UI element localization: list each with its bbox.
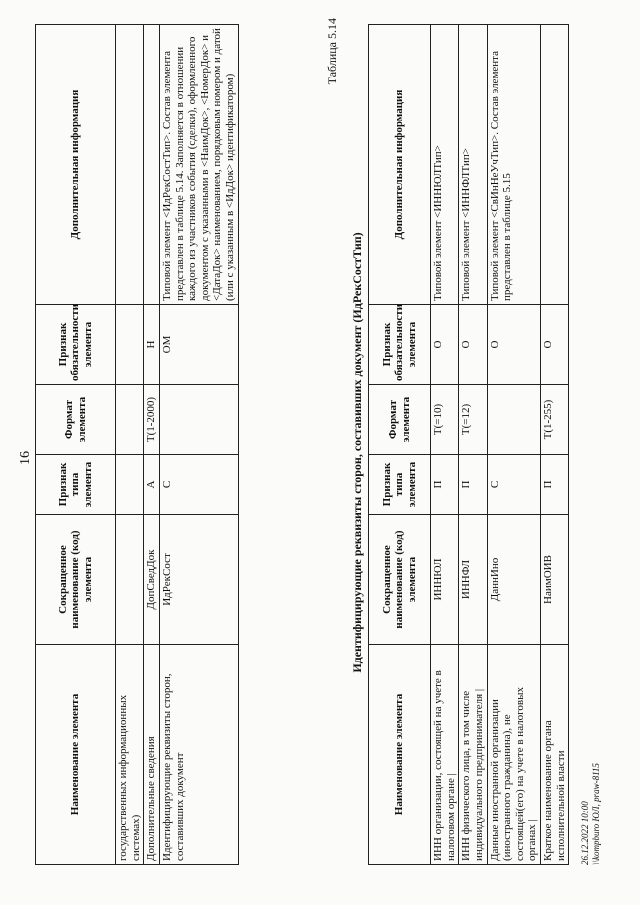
col-header-type: Признак типа элемента	[369, 455, 431, 515]
cell-code: НаимОИВ	[541, 515, 569, 645]
cell-format: Т(1-2000)	[144, 385, 160, 455]
cell-required: О	[487, 305, 541, 385]
cell-name: ИНН организации, состоящей на учете в налоговом органе |	[431, 645, 459, 865]
col-header-info: Дополнительная информация	[369, 25, 431, 305]
cell-type: С	[159, 455, 238, 515]
cell-info: Типовой элемент <ИдРекСостТип>. Состав элемента представлен в таблице 5.14. Заполняется в отношении каждого из участников события (сделки), оформленного документом с указанными в <НаимДок>, <НомерДок> и <ДатаДок> наименованием, порядковым номером и датой (или с указанным в <ИдДок> идентификатором)	[159, 25, 238, 305]
cell-name: Данные иностранной организации (иностранного гражданина), не состоящей(его) на учете в налоговых органах |	[487, 645, 541, 865]
table-label: Таблица 5.14	[325, 18, 339, 85]
col-header-type: Признак типа элемента	[36, 455, 116, 515]
footer-date: 26.12.2022 10:00	[580, 801, 590, 865]
col-header-required: Признак обязательности элемента	[36, 305, 116, 385]
cell-info	[541, 25, 569, 305]
cell-code: ИдРекСост	[159, 515, 238, 645]
cell-code	[116, 515, 144, 645]
section-title: Идентифицирующие реквизиты сторон, составивших документ (ИдРекСостТип)	[350, 232, 364, 673]
cell-format: Т(=10)	[431, 385, 459, 455]
cell-name: ИНН физического лица, в том числе индивидуального предпринимателя |	[459, 645, 487, 865]
table-row	[144, 25, 160, 865]
cell-type: П	[541, 455, 569, 515]
cell-info: Типовой элемент <СвИнНеУчТип>. Состав элемента представлен в таблице 5.15	[487, 25, 541, 305]
cell-format: Т(=12)	[459, 385, 487, 455]
col-header-name: Наименование элемента	[36, 645, 116, 865]
col-header-code: Сокращенное наименование (код) элемента	[369, 515, 431, 645]
cell-info	[144, 25, 160, 305]
col-header-format: Формат элемента	[36, 385, 116, 455]
cell-code: ИННФЛ	[459, 515, 487, 645]
cell-type: А	[144, 455, 160, 515]
table-5-14	[368, 24, 569, 865]
table-row	[459, 25, 487, 865]
cell-type	[116, 455, 144, 515]
cell-format: Т(1-255)	[541, 385, 569, 455]
table-row	[159, 25, 238, 865]
col-header-name: Наименование элемента	[369, 645, 431, 865]
col-header-required: Признак обязательности элемента	[369, 305, 431, 385]
cell-name: Идентифицирующие реквизиты сторон, составивших документ	[159, 645, 238, 865]
table-row	[487, 25, 541, 865]
table-continuation	[35, 24, 239, 865]
cell-format	[159, 385, 238, 455]
cell-name: Краткое наименование органа исполнительной власти	[541, 645, 569, 865]
cell-type: П	[459, 455, 487, 515]
cell-format	[116, 385, 144, 455]
cell-info	[116, 25, 144, 305]
page-number: 16	[18, 451, 33, 465]
cell-required: Н	[144, 305, 160, 385]
col-header-code: Сокращенное наименование (код) элемента	[36, 515, 116, 645]
cell-required: ОМ	[159, 305, 238, 385]
col-header-info: Дополнительная информация	[36, 25, 116, 305]
cell-format	[487, 385, 541, 455]
cell-code: ДаннИно	[487, 515, 541, 645]
cell-code: ИННЮЛ	[431, 515, 459, 645]
table-row	[431, 25, 459, 865]
cell-required: О	[431, 305, 459, 385]
cell-info: Типовой элемент <ИННФЛТип>	[459, 25, 487, 305]
cell-type: С	[487, 455, 541, 515]
cell-type: П	[431, 455, 459, 515]
table-row	[116, 25, 144, 865]
table-row	[541, 25, 569, 865]
cell-info: Типовой элемент <ИННЮЛТип>	[431, 25, 459, 305]
cell-required	[116, 305, 144, 385]
footer-path: \\kompburo ЮЛ, praw-8115	[590, 763, 601, 865]
cell-required: О	[541, 305, 569, 385]
footer-stamp	[580, 763, 602, 865]
col-header-format: Формат элемента	[369, 385, 431, 455]
cell-code: ДопСведДок	[144, 515, 160, 645]
cell-name: государственных информационных системах)	[116, 645, 144, 865]
cell-name: Дополнительные сведения	[144, 645, 160, 865]
cell-required: О	[459, 305, 487, 385]
